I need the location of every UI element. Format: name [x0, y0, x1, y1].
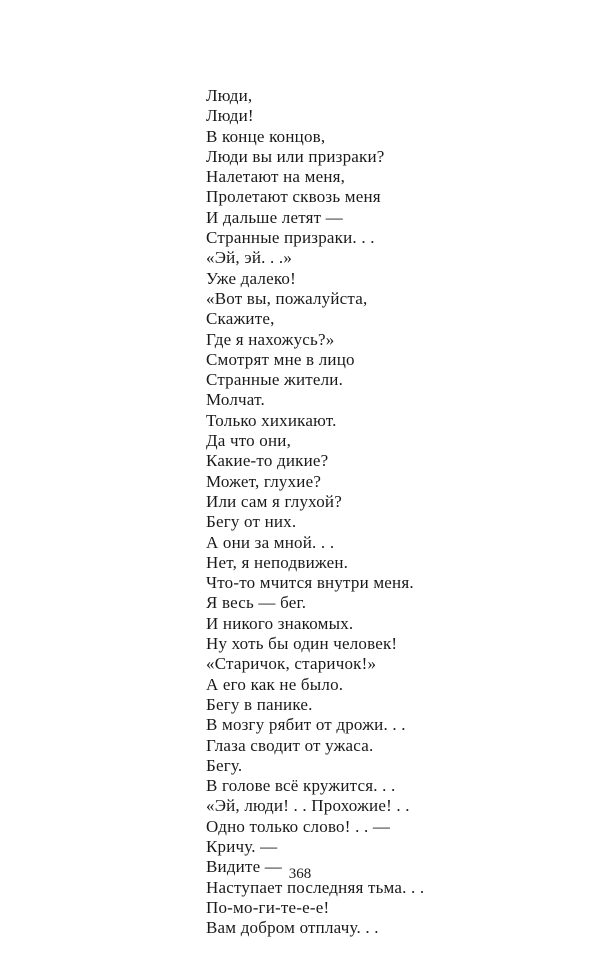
poem-text [206, 86, 424, 938]
poem-line: Странные призраки. . . [206, 228, 375, 248]
poem-line: Люди! [206, 106, 254, 126]
poem-line: Наступает последняя тьма. . . [206, 877, 425, 897]
poem-line: И дальше летят — [206, 207, 343, 227]
poem-line: Я весь — бег. [206, 593, 307, 613]
poem-line: Какие-то дикие? [206, 451, 329, 471]
poem-line: Нет, я неподвижен. [206, 552, 349, 572]
poem-line: Видите — [206, 857, 283, 877]
poem-line: Пролетают сквозь меня [206, 187, 381, 207]
poem-line: Скажите, [206, 309, 275, 329]
poem-line: Бегу в панике. [206, 694, 313, 714]
poem-line: По-мо-ги-те-е-е! [206, 897, 330, 917]
poem-line: Да что они, [206, 431, 292, 451]
poem-line: Налетают на меня, [206, 167, 346, 187]
poem-line: Бегу от них. [206, 512, 297, 532]
poem-line: Кричу. — [206, 836, 278, 856]
poem-line: «Эй, эй. . .» [206, 248, 293, 268]
poem-line: В голове всё кружится. . . [206, 776, 396, 796]
poem-line: Может, глухие? [206, 471, 322, 491]
poem-line: «Старичок, старичок!» [206, 654, 377, 674]
poem-line: «Эй, люди! . . Прохожие! . . [206, 796, 410, 816]
poem-line: Бегу. [206, 755, 243, 775]
page-number: 368 [288, 866, 312, 882]
poem-line: Уже далеко! [206, 268, 296, 288]
poem-line: В мозгу рябит от дрожи. . . [206, 715, 406, 735]
poem-line: Где я нахожусь?» [206, 329, 335, 349]
poem-line: Люди вы или призраки? [206, 146, 385, 166]
poem-line: В конце концов, [206, 126, 326, 146]
poem-line: Только хихикают. [206, 410, 337, 430]
poem-line: Смотрят мне в лицо [206, 349, 355, 369]
poem-line: Люди, [206, 86, 253, 105]
poem-line: Вам добром отплачу. . . [206, 918, 379, 938]
poem-line: А его как не было. [206, 674, 344, 694]
poem-line: И никого знакомых. [206, 613, 354, 633]
poem-line: Молчат. [206, 390, 265, 410]
poem-line: Ну хоть бы один человек! [206, 634, 398, 654]
poem-line: «Вот вы, пожалуйста, [206, 288, 368, 308]
poem-line: Что-то мчится внутри меня. [206, 573, 414, 593]
poem-line: Или сам я глухой? [206, 491, 342, 511]
poem-line: Одно только слово! . . — [206, 816, 391, 836]
poem-line: Глаза сводит от ужаса. [206, 735, 374, 755]
poem-line: Странные жители. [206, 370, 344, 390]
poem-line: А они за мной. . . [206, 532, 335, 552]
